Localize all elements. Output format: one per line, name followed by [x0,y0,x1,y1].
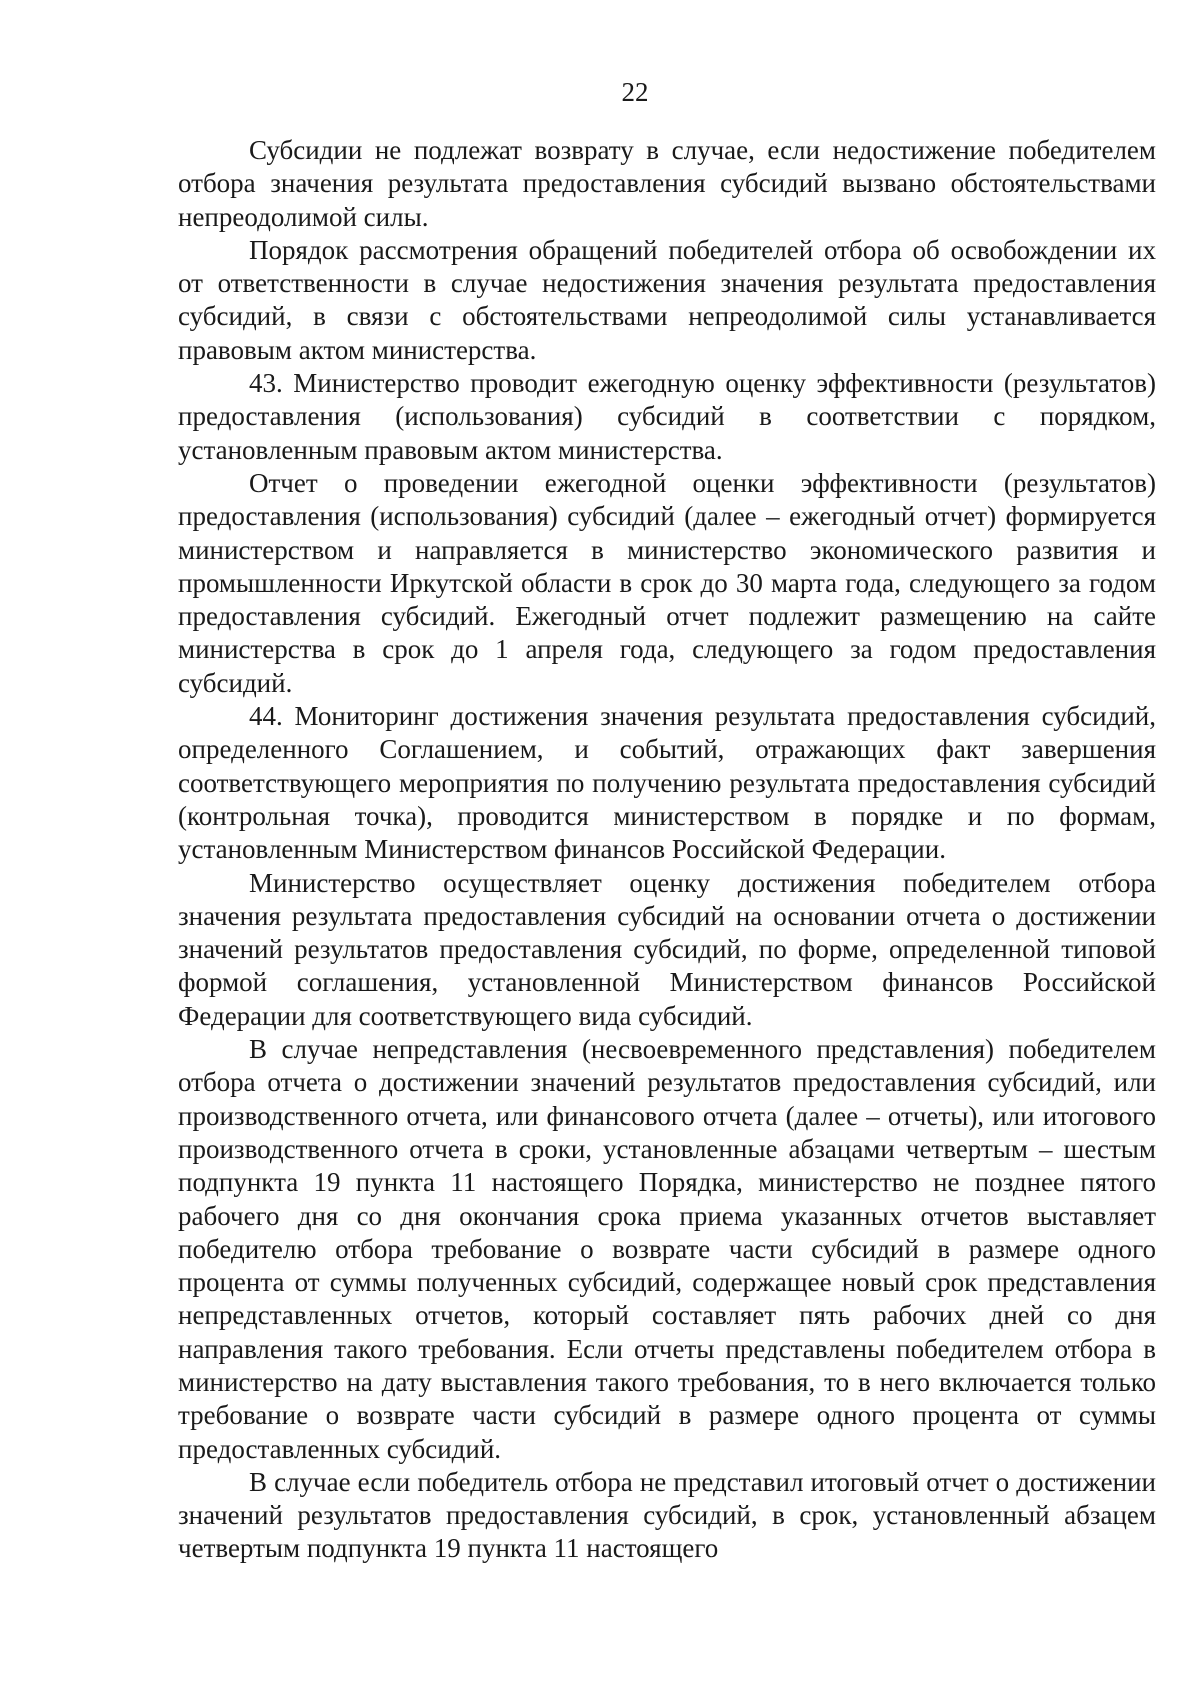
paragraph-item-44: 44. Мониторинг достижения значения результата предоставления субсидий, определенного Соглашением, и событий, отражающих факт завершения соответствующего мероприятия по получению результата предоставления субсидий (контрольная точка), проводится министерством в порядке и по формам, установленным Министерством финансов Российской Федерации. [178,701,1156,865]
paragraph-subsidy-no-return: Субсидии не подлежат возврату в случае, если недостижение победителем отбора значения результата предоставления субсидий вызвано обстоятельствами непреодолимой силы. [178,135,1156,232]
paragraph-non-submission: В случае непредставления (несвоевременного представления) победителем отбора отчета о достижении значений результатов предоставления субсидий, или производственного отчета, или финансового отчета (далее – отчеты), или итогового производственного отчета в сроки, установленные абзацами четвертым – шестым подпункта 19 пункта 11 настоящего Порядка, министерство не позднее пятого рабочего дня со дня окончания срока приема указанных отчетов выставляет победителю отбора требование о возврате части субсидий в размере одного процента от суммы полученных субсидий, содержащее новый срок представления непредставленных отчетов, который составляет пять рабочих дней со дня направления такого требования. Если отчеты представлены победителем отбора в министерство на дату выставления такого требования, то в него включается только требование о возврате части субсидий в размере одного процента от суммы предоставленных субсидий. [178,1034,1156,1464]
paragraph-appeals-procedure: Порядок рассмотрения обращений победителей отбора об освобождении их от ответственности в случае недостижения значения результата предоставления субсидий, в связи с обстоятельствами непреодолимой силы устанавливается правовым актом министерства. [178,234,1156,365]
paragraph-item-43: 43. Министерство проводит ежегодную оценку эффективности (результатов) предоставления (использования) субсидий в соответствии с порядком, установленным правовым актом министерства. [178,368,1156,465]
paragraph-assessment: Министерство осуществляет оценку достижения победителем отбора значения результата предоставления субсидий на основании отчета о достижении значений результатов предоставления субсидий, по форме, определенной типовой формой соглашения, установленной Министерством финансов Российской Федерации для соответствующего вида субсидий. [178,867,1156,1031]
document-body [178,134,1156,1566]
paragraph-final-report: В случае если победитель отбора не представил итоговый отчет о достижении значений результатов предоставления субсидий, в срок, установленный абзацем четвертым подпункта 19 пункта 11 настоящего [178,1466,1156,1564]
page-number: 22 [621,77,649,107]
paragraph-annual-report: Отчет о проведении ежегодной оценки эффективности (результатов) предоставления (использования) субсидий (далее – ежегодный отчет) формируется министерством и направляется в министерство экономического развития и промышленности Иркутской области в срок до 30 марта года, следующего за годом предоставления субсидий. Ежегодный отчет подлежит размещению на сайте министерства в срок до 1 апреля года, следующего за годом предоставления субсидий. [178,467,1156,698]
